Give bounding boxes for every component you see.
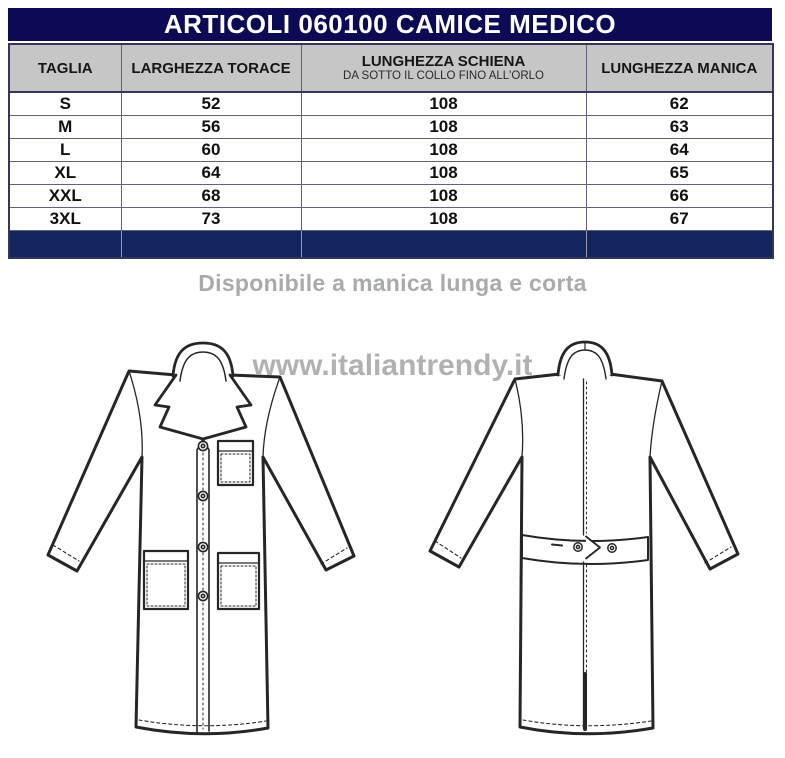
table-row-m bbox=[9, 116, 773, 139]
cell-taglia: M bbox=[9, 116, 121, 139]
illustrations-section bbox=[0, 329, 785, 749]
cell-taglia: S bbox=[9, 92, 121, 116]
table-row-s bbox=[9, 92, 773, 116]
cell-manica: 63 bbox=[586, 116, 773, 139]
lower-left-pocket bbox=[144, 551, 188, 609]
cell-schiena: 108 bbox=[301, 139, 586, 162]
cell-schiena: 108 bbox=[301, 185, 586, 208]
product-sheet bbox=[0, 8, 785, 758]
table-row-l bbox=[9, 139, 773, 162]
cell-torace: 56 bbox=[121, 116, 301, 139]
cell-schiena: 108 bbox=[301, 116, 586, 139]
header-torace-label: LARGHEZZA TORACE bbox=[131, 59, 291, 77]
header-schiena-sublabel: DA SOTTO IL COLLO FINO ALL'ORLO bbox=[343, 70, 544, 82]
cell-taglia: XXL bbox=[9, 185, 121, 208]
cell-torace: 68 bbox=[121, 185, 301, 208]
header-schiena bbox=[301, 44, 586, 92]
table-row-xl bbox=[9, 162, 773, 185]
cell-schiena: 108 bbox=[301, 208, 586, 231]
product-title-bar bbox=[8, 8, 772, 41]
cell-manica: 67 bbox=[586, 208, 773, 231]
watermark-text: www.italiantrendy.it bbox=[252, 349, 533, 382]
front-body-outline bbox=[48, 371, 354, 734]
cell-taglia: XL bbox=[9, 162, 121, 185]
footer-cell bbox=[121, 231, 301, 259]
header-manica bbox=[586, 44, 773, 92]
cell-manica: 66 bbox=[586, 185, 773, 208]
size-table bbox=[8, 43, 774, 259]
footer-cell bbox=[9, 231, 121, 259]
cell-manica: 62 bbox=[586, 92, 773, 116]
header-schiena-label: LUNGHEZZA SCHIENA bbox=[361, 53, 526, 70]
cell-manica: 65 bbox=[586, 162, 773, 185]
cell-taglia: 3XL bbox=[9, 208, 121, 231]
cell-torace: 60 bbox=[121, 139, 301, 162]
cell-schiena: 108 bbox=[301, 162, 586, 185]
header-taglia bbox=[9, 44, 121, 92]
lab-coat-front-illustration bbox=[30, 329, 370, 749]
availability-note: Disponibile a manica lunga e corta bbox=[198, 270, 587, 296]
cell-torace: 64 bbox=[121, 162, 301, 185]
header-torace bbox=[121, 44, 301, 92]
table-footer-band bbox=[9, 231, 773, 259]
product-title: ARTICOLI 060100 CAMICE MEDICO bbox=[163, 9, 617, 39]
cell-torace: 73 bbox=[121, 208, 301, 231]
footer-cell bbox=[301, 231, 586, 259]
cell-torace: 52 bbox=[121, 92, 301, 116]
lower-right-pocket bbox=[218, 553, 259, 609]
chest-pocket bbox=[218, 441, 253, 485]
cell-taglia: L bbox=[9, 139, 121, 162]
cell-manica: 64 bbox=[586, 139, 773, 162]
footer-cell bbox=[586, 231, 773, 259]
size-chart-section bbox=[8, 8, 772, 259]
size-table-header-row bbox=[9, 44, 773, 92]
header-taglia-label: TAGLIA bbox=[37, 59, 93, 77]
lab-coat-back-illustration bbox=[415, 329, 755, 749]
header-manica-label: LUNGHEZZA MANICA bbox=[601, 59, 758, 77]
table-row-3xl bbox=[9, 208, 773, 231]
cell-schiena: 108 bbox=[301, 92, 586, 116]
table-row-xxl bbox=[9, 185, 773, 208]
belt-buttonhole bbox=[552, 545, 562, 546]
